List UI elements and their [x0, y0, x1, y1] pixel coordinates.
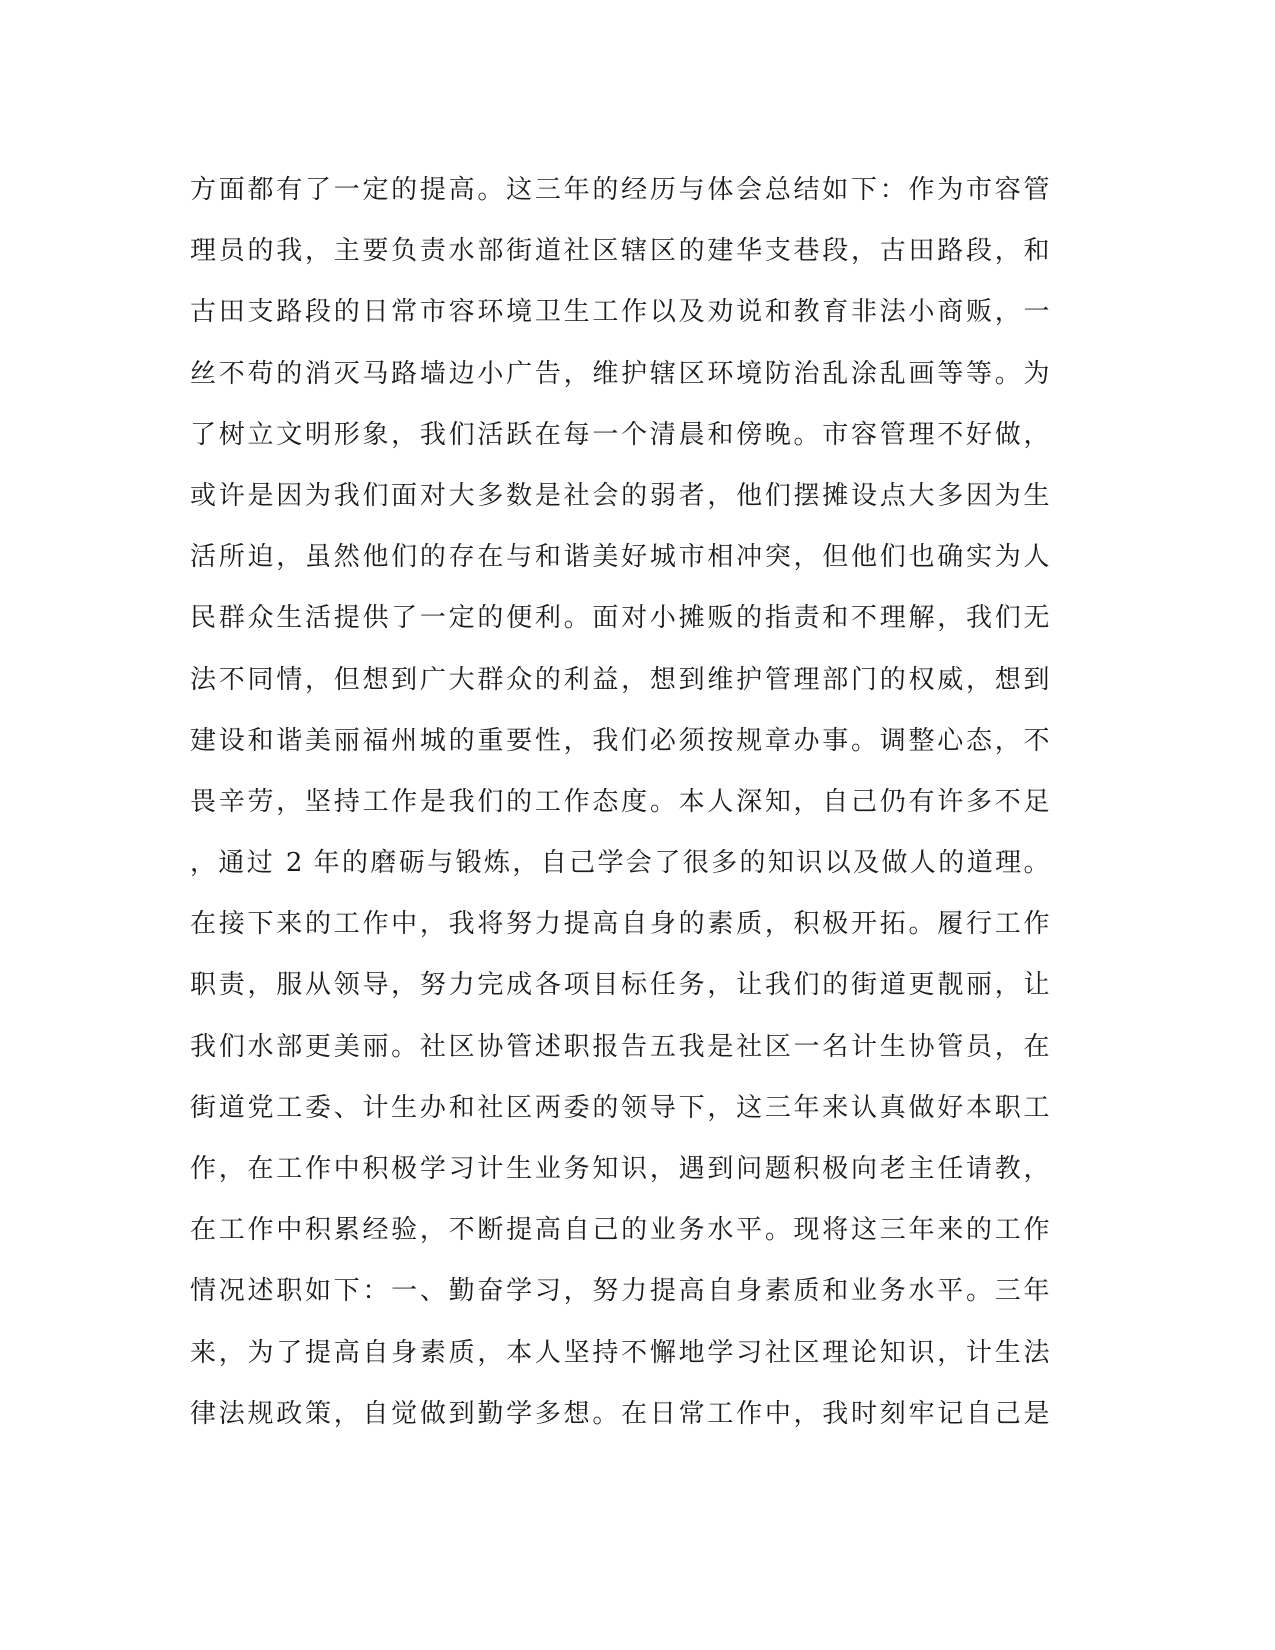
text-line: 我们水部更美丽。社区协管述职报告五我是社区一名计生协管员，在 — [190, 1031, 1050, 1062]
text-line: 作，在工作中积极学习计生业务知识，遇到问题积极向老主任请教， — [190, 1154, 1050, 1184]
text-line: 丝不苟的消灭马路墙边小广告，维护辖区环境防治乱涂乱画等等。为 — [190, 358, 1050, 389]
text-line: 职责，服从领导，努力完成各项目标任务，让我们的街道更靓丽，让 — [190, 970, 1050, 1001]
text-line: 民群众生活提供了一定的便利。面对小摊贩的指责和不理解，我们无 — [190, 603, 1050, 634]
text-line: 情况述职如下：一、勤奋学习，努力提高自身素质和业务水平。三年 — [190, 1276, 1050, 1307]
text-line: 古田支路段的日常市容环境卫生工作以及劝说和教育非法小商贩，一 — [190, 297, 1050, 328]
text-line: 或许是因为我们面对大多数是社会的弱者，他们摆摊设点大多因为生 — [190, 480, 1050, 511]
text-line: ，通过 2 年的磨砺与锻炼，自己学会了很多的知识以及做人的道理。 — [190, 848, 1050, 879]
body-text — [190, 160, 1050, 1445]
text-line: 来，为了提高自身素质，本人坚持不懈地学习社区理论知识，计生法 — [190, 1337, 1050, 1368]
text-line: 理员的我，主要负责水部街道社区辖区的建华支巷段，古田路段，和 — [190, 236, 1050, 267]
text-line: 畏辛劳，坚持工作是我们的工作态度。本人深知，自己仍有许多不足 — [190, 786, 1050, 817]
text-line: 方面都有了一定的提高。这三年的经历与体会总结如下：作为市容管 — [190, 175, 1050, 205]
text-line: 了树立文明形象，我们活跃在每一个清晨和傍晚。市容管理不好做， — [190, 419, 1050, 450]
text-line: 律法规政策，自觉做到勤学多想。在日常工作中，我时刻牢记自己是 — [190, 1398, 1050, 1429]
text-line: 在工作中积累经验，不断提高自己的业务水平。现将这三年来的工作 — [190, 1215, 1050, 1246]
text-line: 法不同情，但想到广大群众的利益，想到维护管理部门的权威，想到 — [190, 664, 1050, 695]
text-line: 街道党工委、计生办和社区两委的领导下，这三年来认真做好本职工 — [190, 1092, 1050, 1123]
text-line: 在接下来的工作中，我将努力提高自身的素质，积极开拓。履行工作 — [190, 909, 1050, 940]
text-line: 活所迫，虽然他们的存在与和谐美好城市相冲突，但他们也确实为人 — [190, 542, 1050, 573]
text-line: 建设和谐美丽福州城的重要性，我们必须按规章办事。调整心态，不 — [190, 725, 1050, 756]
